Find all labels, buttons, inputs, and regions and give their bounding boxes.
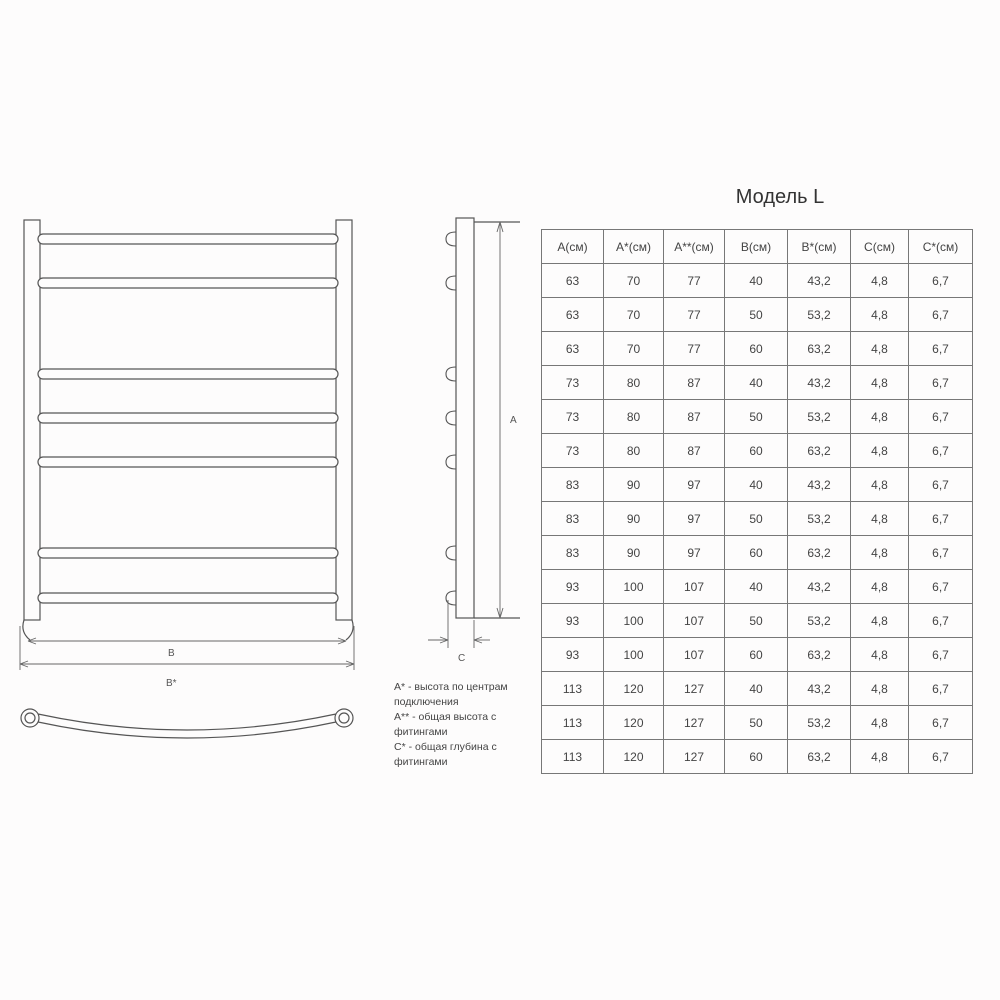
table-cell: 43,2 bbox=[788, 468, 851, 502]
table-cell: 87 bbox=[664, 434, 725, 468]
table-cell: 53,2 bbox=[788, 706, 851, 740]
table-cell: 50 bbox=[725, 400, 788, 434]
table-cell: 60 bbox=[725, 740, 788, 774]
table-cell: 93 bbox=[542, 638, 604, 672]
table-cell: 90 bbox=[604, 536, 664, 570]
table-cell: 60 bbox=[725, 434, 788, 468]
table-cell: 6,7 bbox=[909, 332, 973, 366]
table-cell: 4,8 bbox=[851, 298, 909, 332]
table-cell: 40 bbox=[725, 366, 788, 400]
table-cell: 43,2 bbox=[788, 672, 851, 706]
table-cell: 4,8 bbox=[851, 638, 909, 672]
table-cell: 50 bbox=[725, 604, 788, 638]
table-cell: 4,8 bbox=[851, 400, 909, 434]
table-cell: 80 bbox=[604, 400, 664, 434]
rung-side-hook bbox=[446, 367, 456, 381]
table-cell: 93 bbox=[542, 570, 604, 604]
table-cell: 40 bbox=[725, 672, 788, 706]
table-header-cell: C*(см) bbox=[909, 230, 973, 264]
table-cell: 113 bbox=[542, 706, 604, 740]
table-cell: 43,2 bbox=[788, 264, 851, 298]
table-row bbox=[542, 298, 973, 332]
table-cell: 53,2 bbox=[788, 604, 851, 638]
table-cell: 80 bbox=[604, 434, 664, 468]
table-cell: 4,8 bbox=[851, 332, 909, 366]
table-cell: 6,7 bbox=[909, 502, 973, 536]
table-row bbox=[542, 366, 973, 400]
side-post bbox=[456, 218, 474, 618]
table-cell: 97 bbox=[664, 536, 725, 570]
rung-side-hook bbox=[446, 546, 456, 560]
table-row bbox=[542, 740, 973, 774]
table-row bbox=[542, 434, 973, 468]
rung-side-hook bbox=[446, 276, 456, 290]
table-cell: 50 bbox=[725, 298, 788, 332]
table-body bbox=[542, 264, 973, 774]
table-cell: 43,2 bbox=[788, 570, 851, 604]
table-cell: 113 bbox=[542, 672, 604, 706]
table-cell: 70 bbox=[604, 298, 664, 332]
table-cell: 73 bbox=[542, 400, 604, 434]
rung-side-hook bbox=[446, 591, 456, 605]
table-cell: 4,8 bbox=[851, 570, 909, 604]
table-cell: 63 bbox=[542, 264, 604, 298]
table-cell: 127 bbox=[664, 672, 725, 706]
table-cell: 120 bbox=[604, 672, 664, 706]
table-cell: 77 bbox=[664, 332, 725, 366]
table-cell: 60 bbox=[725, 332, 788, 366]
model-title: Модель L bbox=[735, 186, 825, 208]
table-cell: 120 bbox=[604, 706, 664, 740]
table-row bbox=[542, 502, 973, 536]
dimension-a-line bbox=[497, 222, 503, 618]
table-row bbox=[542, 638, 973, 672]
table-cell: 90 bbox=[604, 502, 664, 536]
table-cell: 87 bbox=[664, 400, 725, 434]
table-cell: 6,7 bbox=[909, 604, 973, 638]
table-row bbox=[542, 672, 973, 706]
table-cell: 53,2 bbox=[788, 400, 851, 434]
table-cell: 4,8 bbox=[851, 740, 909, 774]
table-cell: 127 bbox=[664, 740, 725, 774]
table-cell: 40 bbox=[725, 468, 788, 502]
table-cell: 63 bbox=[542, 332, 604, 366]
table-cell: 63 bbox=[542, 298, 604, 332]
rung-side-hook bbox=[446, 411, 456, 425]
table-cell: 6,7 bbox=[909, 638, 973, 672]
table-cell: 6,7 bbox=[909, 366, 973, 400]
table-cell: 60 bbox=[725, 536, 788, 570]
table-cell: 77 bbox=[664, 264, 725, 298]
table-cell: 50 bbox=[725, 502, 788, 536]
side-hooks-group bbox=[446, 232, 456, 605]
dimension-b-star-label: B* bbox=[166, 678, 177, 689]
table-cell: 113 bbox=[542, 740, 604, 774]
note-a-star: A* - высота по центрам подключения bbox=[394, 681, 508, 708]
table-cell: 4,8 bbox=[851, 706, 909, 740]
table-cell: 6,7 bbox=[909, 672, 973, 706]
table-cell: 50 bbox=[725, 706, 788, 740]
table-cell: 97 bbox=[664, 502, 725, 536]
dimension-b-label: B bbox=[168, 648, 175, 659]
table-header-cell: B*(см) bbox=[788, 230, 851, 264]
table-cell: 120 bbox=[604, 740, 664, 774]
note-a-double-star: A** - общая высота с фитингами bbox=[394, 711, 497, 738]
table-cell: 83 bbox=[542, 468, 604, 502]
table-cell: 4,8 bbox=[851, 264, 909, 298]
table-cell: 6,7 bbox=[909, 740, 973, 774]
table-cell: 107 bbox=[664, 604, 725, 638]
table-cell: 6,7 bbox=[909, 706, 973, 740]
table-cell: 4,8 bbox=[851, 536, 909, 570]
table-cell: 60 bbox=[725, 638, 788, 672]
rung-side-hook bbox=[446, 232, 456, 246]
rung-side-hook bbox=[446, 455, 456, 469]
table-cell: 40 bbox=[725, 264, 788, 298]
table-cell: 43,2 bbox=[788, 366, 851, 400]
table-row bbox=[542, 604, 973, 638]
table-cell: 4,8 bbox=[851, 366, 909, 400]
table-row bbox=[542, 706, 973, 740]
table-cell: 90 bbox=[604, 468, 664, 502]
table-header-cell: A*(см) bbox=[604, 230, 664, 264]
note-c-star: C* - общая глубина с фитингами bbox=[394, 741, 497, 768]
table-row bbox=[542, 468, 973, 502]
table-cell: 6,7 bbox=[909, 536, 973, 570]
table-cell: 100 bbox=[604, 604, 664, 638]
table-row bbox=[542, 570, 973, 604]
table-cell: 6,7 bbox=[909, 434, 973, 468]
table-cell: 63,2 bbox=[788, 536, 851, 570]
table-cell: 6,7 bbox=[909, 298, 973, 332]
table-cell: 97 bbox=[664, 468, 725, 502]
dimension-c-line bbox=[428, 600, 490, 648]
table-cell: 93 bbox=[542, 604, 604, 638]
table-cell: 127 bbox=[664, 706, 725, 740]
table-row bbox=[542, 332, 973, 366]
table-cell: 70 bbox=[604, 264, 664, 298]
table-cell: 83 bbox=[542, 536, 604, 570]
table-cell: 100 bbox=[604, 570, 664, 604]
table-cell: 63,2 bbox=[788, 332, 851, 366]
table-header-cell: C(см) bbox=[851, 230, 909, 264]
dimension-a-label: A bbox=[510, 415, 517, 426]
table-cell: 53,2 bbox=[788, 502, 851, 536]
dimensions-table bbox=[541, 229, 973, 774]
table-header-cell: A**(см) bbox=[664, 230, 725, 264]
table-row bbox=[542, 536, 973, 570]
table-cell: 63,2 bbox=[788, 434, 851, 468]
table-cell: 53,2 bbox=[788, 298, 851, 332]
table-row bbox=[542, 400, 973, 434]
table-cell: 63,2 bbox=[788, 740, 851, 774]
table-cell: 40 bbox=[725, 570, 788, 604]
table-cell: 6,7 bbox=[909, 468, 973, 502]
dimension-c-label: C bbox=[458, 653, 466, 664]
table-header-row bbox=[542, 230, 973, 264]
table-cell: 80 bbox=[604, 366, 664, 400]
table-cell: 83 bbox=[542, 502, 604, 536]
table-cell: 77 bbox=[664, 298, 725, 332]
table-cell: 4,8 bbox=[851, 468, 909, 502]
table-cell: 87 bbox=[664, 366, 725, 400]
notes bbox=[394, 680, 544, 770]
table-cell: 4,8 bbox=[851, 434, 909, 468]
table-header-cell: A(см) bbox=[542, 230, 604, 264]
table-cell: 6,7 bbox=[909, 264, 973, 298]
table-cell: 107 bbox=[664, 638, 725, 672]
table-cell: 63,2 bbox=[788, 638, 851, 672]
table-cell: 4,8 bbox=[851, 502, 909, 536]
table-cell: 4,8 bbox=[851, 604, 909, 638]
table-cell: 73 bbox=[542, 434, 604, 468]
table-cell: 107 bbox=[664, 570, 725, 604]
table-header-cell: B(см) bbox=[725, 230, 788, 264]
table-cell: 4,8 bbox=[851, 672, 909, 706]
table-cell: 6,7 bbox=[909, 570, 973, 604]
table-cell: 73 bbox=[542, 366, 604, 400]
table-cell: 70 bbox=[604, 332, 664, 366]
table-cell: 100 bbox=[604, 638, 664, 672]
table-cell: 6,7 bbox=[909, 400, 973, 434]
table-row bbox=[542, 264, 973, 298]
